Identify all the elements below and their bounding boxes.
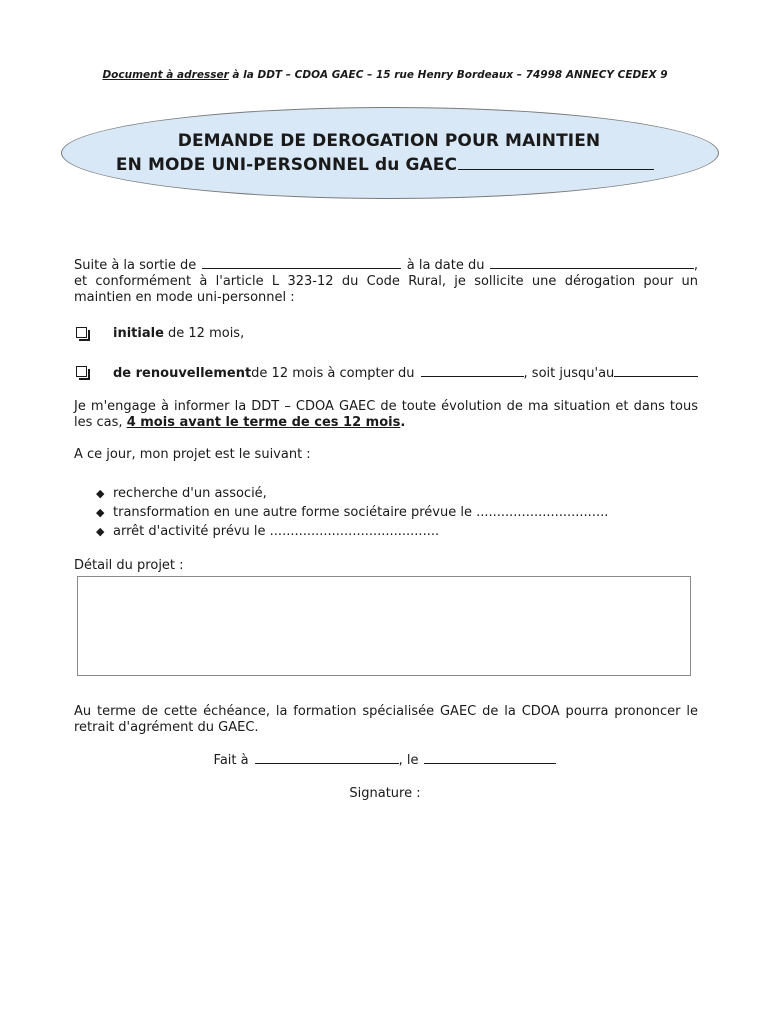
commitment-end: . (400, 415, 406, 430)
project-options-list (96, 484, 608, 541)
renewal-checkbox[interactable] (76, 366, 87, 377)
project-detail-textbox[interactable] (77, 576, 691, 676)
form-title-line2-text: EN MODE UNI-PERSONNEL du GAEC (115, 155, 458, 175)
list-item-text: arrêt d'activité prévu le ......................................... (113, 524, 440, 539)
diamond-bullet-icon: ◆ (96, 487, 105, 500)
renewal-end-field[interactable] (614, 365, 698, 377)
intro-text: et conformément à l'article L 323-12 du Code Rural, je sollicite une dérogation pour un maintien en mode uni-personnel : (74, 274, 698, 305)
renewal-until-label: , soit jusqu'au (523, 366, 615, 381)
diamond-bullet-icon: ◆ (96, 525, 105, 538)
place-date-line (0, 752, 770, 768)
renewal-start-field[interactable] (421, 365, 524, 377)
list-item-text: recherche d'un associé, (113, 486, 267, 501)
renewal-label-bold: de renouvellement (113, 366, 252, 381)
form-title-line2 (0, 153, 770, 175)
closing-paragraph: Au terme de cette échéance, la formation spécialisée GAEC de la CDOA pourra prononcer le retrait d'agrément du GAEC. (74, 704, 698, 735)
place-field[interactable] (255, 752, 399, 764)
list-item-text: transformation en une autre forme sociétaire prévue le ................................ (113, 505, 609, 520)
gaec-name-field[interactable] (458, 153, 654, 170)
address-text: à la DDT – CDOA GAEC – 15 rue Henry Bordeaux – 74998 ANNECY CEDEX 9 (228, 69, 668, 81)
list-item (96, 522, 608, 541)
signature-label: Signature : (349, 786, 421, 801)
mailing-address (0, 69, 770, 81)
fait-label: Fait à (213, 753, 249, 768)
departing-member-field[interactable] (202, 257, 400, 269)
commitment-deadline: 4 mois avant le terme de ces 12 mois (126, 415, 401, 430)
detail-label: Détail du projet : (74, 558, 184, 573)
intro-comma: , (693, 258, 698, 273)
list-item (96, 503, 608, 522)
initial-label-bold: initiale (113, 326, 164, 341)
diamond-bullet-icon: ◆ (96, 506, 105, 519)
list-item (96, 484, 608, 503)
address-lead: Document à adresser (102, 69, 229, 81)
project-intro: A ce jour, mon projet est le suivant : (74, 447, 311, 462)
initial-checkbox[interactable] (76, 327, 87, 338)
form-title-line1: DEMANDE DE DEROGATION POUR MAINTIEN (177, 131, 601, 151)
commitment-paragraph (74, 399, 698, 431)
initial-label: de 12 mois, (163, 326, 245, 341)
intro-sortie-label: Suite à la sortie de (74, 258, 197, 273)
date-label: , le (398, 753, 419, 768)
commitment-text: Je m'engage à informer la DDT – CDOA GAEC de toute évolution de ma situation et dans tous les cas, (74, 399, 698, 430)
departure-date-field[interactable] (490, 257, 693, 269)
intro-paragraph (74, 257, 698, 306)
renewal-label: de 12 mois à compter du (251, 366, 415, 381)
date-field[interactable] (424, 752, 556, 764)
intro-date-label: à la date du (406, 258, 485, 273)
